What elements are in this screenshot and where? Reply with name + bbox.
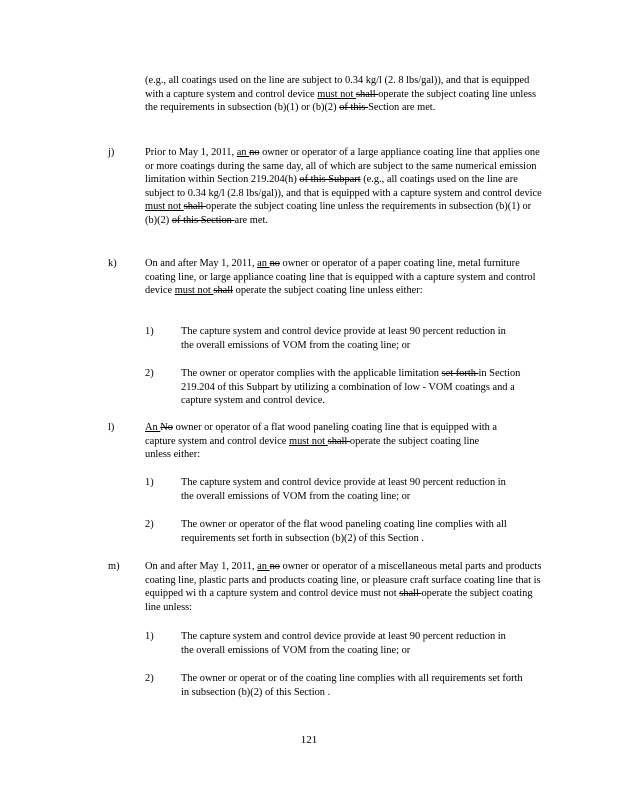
- subitem-paragraph: [181, 325, 511, 352]
- item-label: j): [108, 147, 115, 158]
- subitem-label: 2): [145, 673, 154, 684]
- item-label: k): [108, 258, 117, 269]
- inserted-text: an: [257, 258, 270, 269]
- text-run: (e.g., all coatings used on the line are subject to 0.34 kg/l (2.8 lbs/gal)), and that is equipped with a capture system and control device: [145, 174, 542, 199]
- item-paragraph: [145, 560, 543, 614]
- text-run: owner or operator of a paper coating line, metal furniture coating line, or large appliance coating line that is equipped with a capture system and control device: [145, 258, 536, 297]
- text-run: The owner or operator complies with the applicable limitation: [181, 368, 442, 379]
- text-run: The owner or operator of the flat wood paneling coating line complies with all requirements set forth in subsection (b)(2) of this Section .: [181, 519, 507, 544]
- deleted-text: set forth: [441, 368, 479, 379]
- item-label: l): [108, 422, 115, 433]
- subitem-paragraph: [181, 476, 511, 503]
- subitem-paragraph: [181, 630, 511, 657]
- deleted-text: shall: [399, 588, 422, 600]
- text-run: owner or operator of a flat wood paneling coating line that is equipped with a capture system and control device: [145, 422, 498, 447]
- item-paragraph: [145, 146, 543, 228]
- deleted-text: shall: [183, 201, 206, 213]
- subitem-label: 2): [145, 368, 154, 379]
- inserted-text: an: [236, 147, 250, 158]
- deleted-text: no: [269, 258, 280, 269]
- text-run: On and after May 1, 2011,: [145, 561, 258, 572]
- text-run: (e.g., all coatings used on the line are subject to 0.34 kg/l (2. 8 lbs/gal)), and that is equipped with a capture system and control device: [145, 75, 530, 100]
- deleted-text: of this Section: [171, 214, 235, 226]
- deleted-text: shall: [327, 435, 350, 447]
- text-run: The capture system and control device provide at least 90 percent reduction in the overall emissions of VOM from the coating line; or: [181, 326, 506, 351]
- text-run: in Section 219.204 of this Subpart by utilizing a combination of low - VOM coatings and a capture system and control device.: [181, 368, 521, 407]
- text-run: Prior to May 1, 2011,: [145, 147, 237, 158]
- subitem-paragraph: [181, 367, 543, 408]
- text-run: operate the subject coating line unless the requirements in subsection (b)(1) or (b)(2): [145, 88, 537, 114]
- text-run: operate the subject coating line unless either:: [145, 435, 480, 461]
- inserted-text: An: [145, 422, 161, 433]
- deleted-text: shall: [213, 285, 234, 297]
- inserted-text: must not: [288, 435, 328, 447]
- inserted-text: an: [257, 561, 270, 572]
- subitem-paragraph: [181, 518, 521, 545]
- text-run: The capture system and control device provide at least 90 percent reduction in the overall emissions of VOM from the coating line; or: [181, 477, 506, 502]
- text-run: are met.: [234, 214, 268, 226]
- deleted-text: no: [249, 147, 260, 158]
- item-label: m): [108, 561, 120, 572]
- text-run: The owner or operat or of the coating line complies with all requirements set forth in subsection (b)(2) of this Section .: [181, 673, 523, 698]
- text-run: On and after May 1, 2011,: [145, 258, 258, 269]
- item-paragraph: [145, 421, 505, 462]
- inserted-text: must not: [174, 285, 214, 297]
- text-run: owner or operator of a large appliance coating line that applies one or more coatings during the same day, all of which are subject to the same numerical emission limitation within Section 219.204(h): [145, 147, 540, 186]
- text-run: The capture system and control device provide at least 90 percent reduction in the overall emissions of VOM from the coating line; or: [181, 631, 506, 656]
- page-number: 121: [300, 734, 318, 746]
- item-paragraph: [145, 257, 543, 298]
- text-run: operate the subject coating line unless the requirements in subsection (b)(1) or (b)(2): [145, 201, 532, 226]
- subitem-label: 1): [145, 631, 154, 642]
- deleted-text: No: [160, 422, 173, 433]
- text-run: operate the subject coating line unless:: [145, 588, 533, 613]
- text-run: owner or operator of a miscellaneous metal parts and products coating line, plastic parts and products coating line, or pleasure craft surface coating line that is equipped wi th a capture system and control device must not: [145, 561, 542, 600]
- deleted-text: of this: [339, 102, 369, 114]
- intro-paragraph: [145, 74, 545, 115]
- subitem-label: 1): [145, 326, 154, 337]
- subitem-paragraph: [181, 672, 526, 699]
- subitem-label: 1): [145, 477, 154, 488]
- subitem-label: 2): [145, 519, 154, 530]
- text-run: Section are met.: [368, 102, 436, 114]
- deleted-text: shall: [355, 88, 379, 100]
- text-run: operate the subject coating line unless either:: [233, 285, 423, 297]
- inserted-text: must not: [317, 88, 356, 100]
- deleted-text: no: [269, 561, 280, 572]
- inserted-text: must not: [145, 201, 184, 213]
- deleted-text: of this Subpart: [299, 174, 361, 186]
